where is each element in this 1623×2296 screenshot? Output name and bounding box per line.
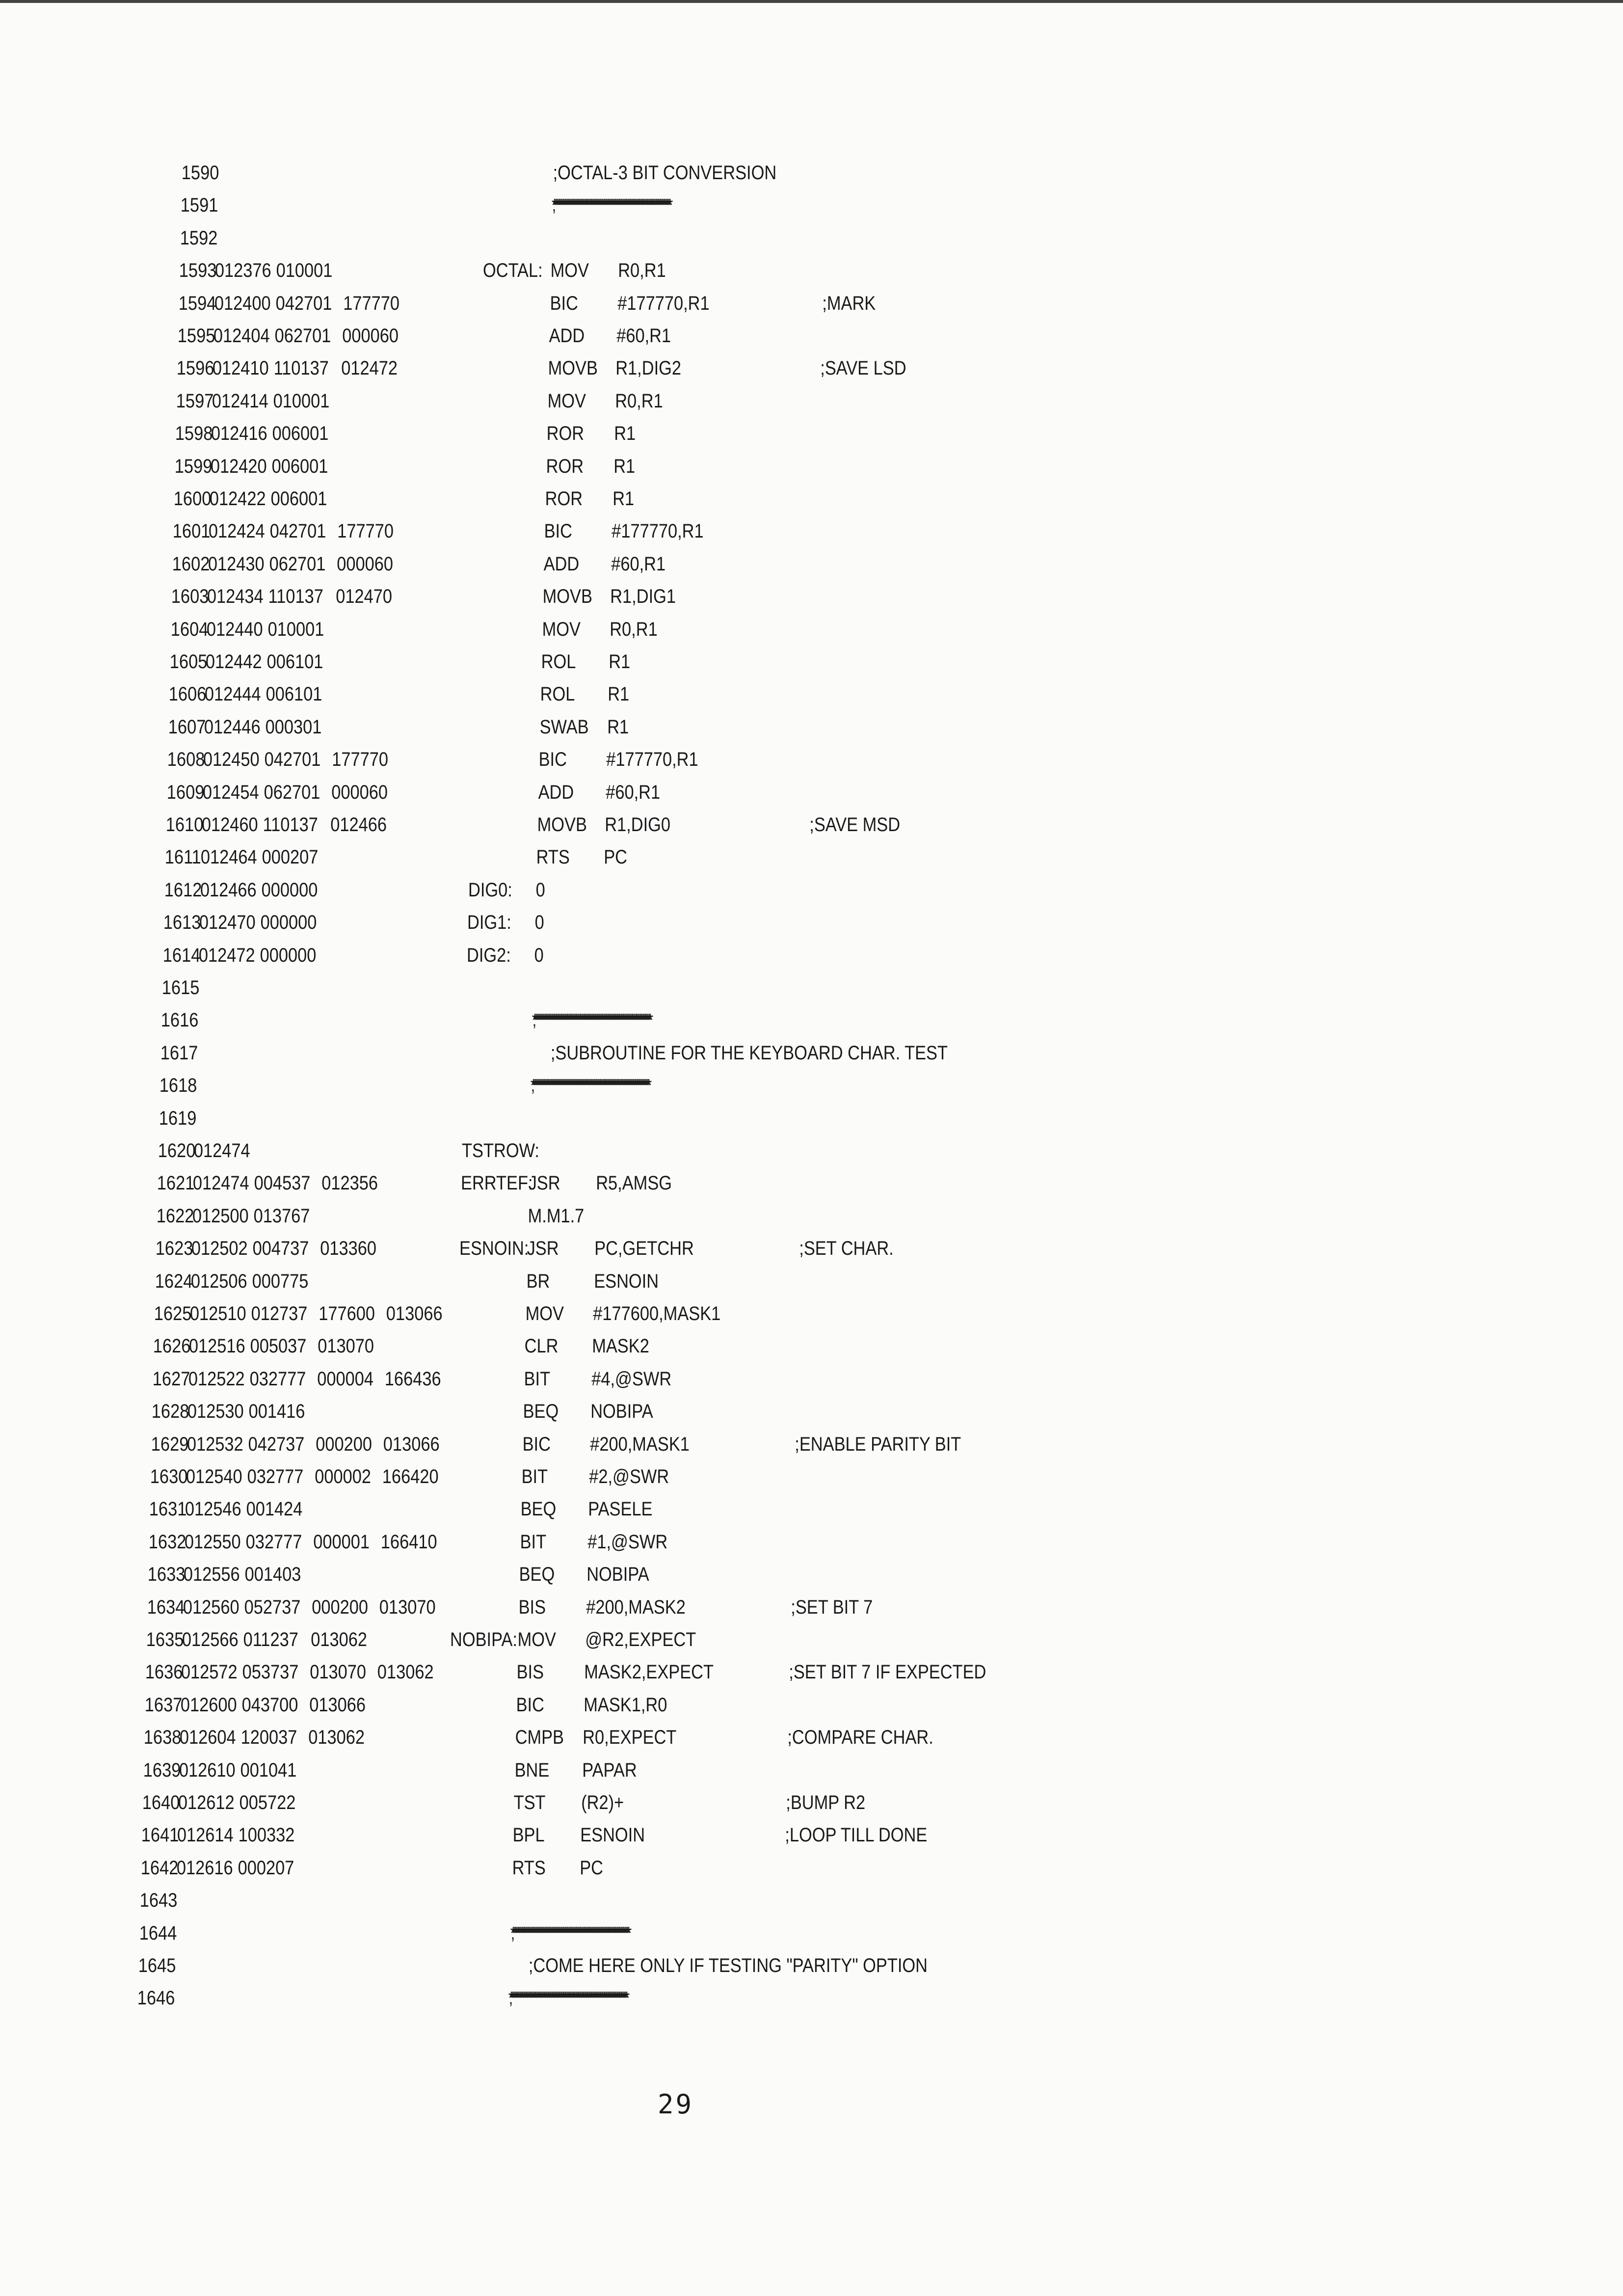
octal-word: 013767: [253, 1205, 310, 1227]
label: ERRTEF:: [461, 1172, 533, 1194]
octal-word: 177770: [343, 292, 399, 314]
line-number: 1617: [160, 1042, 198, 1064]
mnemonic: MOVB: [542, 586, 592, 608]
octal-word: 012472: [341, 357, 398, 379]
label: DIG0:: [468, 879, 512, 901]
line-number: 1620: [158, 1140, 196, 1162]
separator-line: ;********************************************************************************************: [552, 195, 668, 216]
address: 012516: [188, 1335, 245, 1357]
operand: #200,MASK2: [586, 1596, 686, 1618]
operand: R1: [608, 683, 630, 705]
line-number: 1637: [144, 1694, 183, 1716]
octal-word: 000000: [261, 879, 318, 901]
octal-word: 006001: [272, 423, 329, 445]
comment: ;SUBROUTINE FOR THE KEYBOARD CHAR. TEST: [532, 1042, 948, 1064]
operand: (R2)+: [581, 1792, 624, 1813]
octal-word: 000060: [342, 325, 399, 347]
mnemonic: BIC: [522, 1433, 551, 1455]
comment: ;ENABLE PARITY BIT: [795, 1433, 961, 1455]
line-number: 1618: [159, 1075, 197, 1097]
octal-word: 012356: [321, 1172, 378, 1194]
address: 012506: [190, 1270, 247, 1292]
octal-word: 013062: [311, 1629, 367, 1650]
line-number: 1645: [138, 1955, 176, 1976]
octal-word: 110137: [273, 357, 329, 379]
line-number: 1597: [176, 390, 214, 412]
octal-word: 001041: [240, 1759, 297, 1781]
address: 012416: [211, 423, 267, 445]
mnemonic: RTS: [512, 1857, 546, 1879]
address: 012446: [204, 716, 261, 738]
address: 012472: [198, 944, 255, 966]
operand: R1: [613, 455, 636, 477]
address: 012420: [210, 455, 267, 477]
line-number: 1644: [139, 1922, 177, 1944]
operand: R1,DIG0: [605, 814, 671, 836]
address: 012404: [213, 325, 270, 347]
operand: #177770,R1: [612, 520, 704, 542]
octal-word: 012470: [336, 586, 392, 608]
address: 012470: [199, 912, 256, 934]
address: 012612: [178, 1792, 235, 1813]
address: 012540: [186, 1466, 242, 1487]
address: 012502: [191, 1238, 248, 1260]
octal-word: 166436: [384, 1368, 441, 1390]
comment: ;SET BIT 7 IF EXPECTED: [789, 1661, 986, 1683]
address: 012550: [184, 1531, 241, 1553]
line-number: 1610: [165, 814, 204, 836]
octal-word: 005037: [250, 1335, 307, 1357]
line-number: 1594: [178, 292, 216, 314]
line-number: 1599: [174, 455, 213, 477]
line-number: 1639: [143, 1759, 181, 1781]
operand: NOBIPA: [586, 1564, 649, 1586]
octal-word: 013066: [309, 1694, 366, 1716]
line-number: 1641: [141, 1824, 179, 1846]
octal-word: 010001: [267, 618, 324, 640]
octal-word: 004537: [254, 1172, 311, 1194]
mnemonic: MOV: [542, 618, 581, 640]
label: DIG2:: [467, 944, 511, 966]
mnemonic: MOVB: [548, 357, 598, 379]
octal-word: 166410: [380, 1531, 437, 1553]
operand: R1: [612, 488, 635, 510]
octal-word: 001424: [246, 1498, 303, 1520]
operand: PAPAR: [582, 1759, 637, 1781]
octal-word: 000301: [265, 716, 322, 738]
mnemonic: BIC: [538, 749, 567, 771]
address: 012442: [205, 651, 262, 673]
mnemonic: ROL: [540, 683, 575, 705]
address: 012546: [185, 1498, 241, 1520]
octal-word: 110137: [263, 814, 318, 836]
mnemonic: BIT: [524, 1368, 551, 1390]
operand: R0,R1: [610, 618, 658, 640]
mnemonic: MOV: [547, 390, 586, 412]
line-number: 1609: [166, 781, 205, 803]
octal-word: 100332: [238, 1824, 295, 1846]
line-number: 1602: [172, 553, 210, 575]
line-number: 1640: [142, 1792, 180, 1813]
operand: #4,@SWR: [591, 1368, 672, 1390]
mnemonic: BIC: [550, 292, 578, 314]
operand: PC: [604, 846, 627, 868]
octal-word: 177770: [337, 520, 394, 542]
address: 012450: [203, 749, 260, 771]
separator-line: ;********************************************************************************************: [508, 1988, 625, 2008]
octal-word: 011237: [243, 1629, 298, 1650]
separator-line: ;********************************************************************************************: [510, 1922, 627, 1943]
operand: PC,GETCHR: [594, 1238, 694, 1260]
address: 012604: [179, 1727, 236, 1749]
address: 012616: [176, 1857, 233, 1879]
address: 012474: [192, 1172, 249, 1194]
operand: MASK2: [592, 1335, 649, 1357]
mnemonic: BIS: [516, 1661, 544, 1683]
line-number: 1604: [170, 618, 209, 640]
operand: #60,R1: [611, 553, 666, 575]
address: 012410: [212, 357, 269, 379]
operand: R1: [609, 651, 631, 673]
address: 012510: [189, 1303, 246, 1324]
address: 012414: [212, 390, 268, 412]
octal-word: 000775: [252, 1270, 309, 1292]
line-number: 1646: [137, 1987, 175, 2009]
line-number: 1615: [161, 977, 200, 999]
line-number: 1635: [146, 1629, 184, 1650]
octal-word: 013070: [379, 1596, 436, 1618]
line-number: 1624: [155, 1270, 193, 1292]
mnemonic: BEQ: [523, 1401, 559, 1423]
line-number: 1603: [171, 586, 209, 608]
line-number: 1606: [168, 683, 207, 705]
line-number: 1623: [155, 1238, 193, 1260]
operand: ESNOIN: [580, 1824, 645, 1846]
address: 012522: [188, 1368, 245, 1390]
mnemonic: BR: [526, 1270, 550, 1292]
octal-word: 000004: [317, 1368, 373, 1390]
comment: ;MARK: [822, 292, 876, 314]
operand: R1: [614, 423, 636, 445]
mnemonic: MOV: [550, 260, 589, 282]
line-number: 1605: [169, 651, 208, 673]
mnemonic: BIT: [520, 1531, 547, 1553]
operand: R0,R1: [615, 390, 663, 412]
octal-word: 120037: [240, 1727, 297, 1749]
operand: R1,DIG1: [610, 586, 676, 608]
address: 012466: [200, 879, 257, 901]
operand: MASK2,EXPECT: [584, 1661, 714, 1683]
mnemonic: RTS: [536, 846, 570, 868]
comment: ;BUMP R2: [786, 1792, 866, 1813]
operand: #177770,R1: [606, 749, 698, 771]
operand: R5,AMSG: [596, 1172, 672, 1194]
operand: ESNOIN: [594, 1270, 659, 1292]
octal-word: 013070: [310, 1661, 366, 1683]
comment: ;COMPARE CHAR.: [787, 1727, 933, 1749]
operand: #177600,MASK1: [593, 1303, 721, 1324]
line-number: 1598: [175, 423, 213, 445]
octal-word: 052737: [244, 1596, 301, 1618]
label: TSTROW:: [462, 1140, 539, 1162]
scan-edge: [0, 0, 1623, 3]
line-number: 1628: [151, 1401, 189, 1423]
octal-word: 013062: [308, 1727, 365, 1749]
line-number: 1612: [164, 879, 202, 901]
mnemonic: TST: [513, 1792, 546, 1813]
octal-word: 000060: [331, 781, 388, 803]
mnemonic: BIC: [516, 1694, 544, 1716]
comment: ;LOOP TILL DONE: [785, 1824, 928, 1846]
operand: R1,DIG2: [615, 357, 682, 379]
line-number: 1611: [164, 846, 201, 868]
label: NOBIPA:: [450, 1629, 517, 1650]
line-number: 1614: [162, 944, 201, 966]
octal-word: 006101: [266, 683, 322, 705]
line-number: 1632: [148, 1531, 186, 1553]
comment: ;COME HERE ONLY IF TESTING "PARITY" OPTION: [509, 1955, 928, 1976]
address: 012614: [177, 1824, 234, 1846]
mnemonic: MOV: [517, 1629, 556, 1650]
operand: #60,R1: [616, 325, 671, 347]
operand: R1: [607, 716, 629, 738]
octal-word: 000200: [316, 1433, 372, 1455]
line-number: 1626: [153, 1335, 191, 1357]
mnemonic: CLR: [524, 1335, 559, 1357]
line-number: 1590: [181, 162, 219, 184]
mnemonic: BEQ: [520, 1498, 557, 1520]
operand: #1,@SWR: [587, 1531, 668, 1553]
octal-word: 032777: [249, 1368, 306, 1390]
mnemonic: ROR: [546, 455, 584, 477]
address: 012560: [183, 1596, 239, 1618]
line-number: 1631: [149, 1498, 187, 1520]
line-number: 1595: [177, 325, 215, 347]
line-number: 1627: [152, 1368, 190, 1390]
octal-word: 001403: [244, 1564, 301, 1586]
line-number: 1601: [172, 520, 211, 542]
octal-word: 053737: [242, 1661, 299, 1683]
label: ESNOIN:: [459, 1238, 529, 1260]
line-number: 1633: [147, 1564, 186, 1586]
octal-word: 013066: [386, 1303, 443, 1324]
mnemonic: SWAB: [539, 716, 589, 738]
octal-word: 010001: [273, 390, 330, 412]
address: 012460: [201, 814, 258, 836]
operand: #200,MASK1: [590, 1433, 690, 1455]
address: 012556: [183, 1564, 240, 1586]
address: 012572: [181, 1661, 238, 1683]
octal-word: 000060: [337, 553, 393, 575]
octal-word: 000001: [313, 1531, 370, 1553]
mnemonic: JSR: [528, 1172, 560, 1194]
comment: ;OCTAL-3 BIT CONVERSION: [553, 162, 777, 184]
octal-word: 012466: [330, 814, 387, 836]
address: 012530: [187, 1401, 244, 1423]
mnemonic: ROL: [541, 651, 576, 673]
octal-word: 042701: [264, 749, 321, 771]
mnemonic: BIC: [544, 520, 572, 542]
operand: MASK1,R0: [584, 1694, 667, 1716]
mnemonic: ROR: [546, 423, 585, 445]
line-number: 1638: [143, 1727, 182, 1749]
operand: #60,R1: [606, 781, 661, 803]
line-number: 1613: [163, 912, 201, 934]
octal-word: 012737: [251, 1303, 308, 1324]
octal-word: 062701: [274, 325, 331, 347]
octal-word: 005722: [239, 1792, 296, 1813]
mnemonic: ADD: [549, 325, 585, 347]
octal-word: 004737: [252, 1238, 309, 1260]
mnemonic: JSR: [527, 1238, 559, 1260]
address: 012500: [192, 1205, 249, 1227]
mnemonic: BPL: [512, 1824, 545, 1846]
address: 012600: [180, 1694, 237, 1716]
separator-line: ;********************************************************************************************: [532, 1010, 649, 1030]
operand: PASELE: [588, 1498, 653, 1520]
octal-word: 000200: [312, 1596, 368, 1618]
mnemonic: MOV: [525, 1303, 564, 1324]
line-number: 1629: [151, 1433, 189, 1455]
address: 012454: [202, 781, 259, 803]
octal-word: 043700: [241, 1694, 298, 1716]
octal-word: 006101: [266, 651, 323, 673]
octal-word: 000000: [260, 944, 317, 966]
separator-line: ;********************************************************************************************: [531, 1075, 647, 1096]
octal-word: 013062: [377, 1661, 434, 1683]
octal-word: 000207: [238, 1857, 294, 1879]
address: 012444: [204, 683, 261, 705]
address: 012610: [179, 1759, 236, 1781]
operand: R0,EXPECT: [583, 1727, 677, 1749]
octal-word: 010001: [276, 260, 333, 282]
octal-word: 013070: [318, 1335, 374, 1357]
mnemonic: BNE: [514, 1759, 550, 1781]
octal-word: 006001: [271, 455, 328, 477]
line-number: 1593: [179, 260, 217, 282]
line-number: 1608: [167, 749, 205, 771]
octal-word: 000000: [260, 912, 317, 934]
octal-word: 013066: [383, 1433, 440, 1455]
octal-word: 042701: [269, 520, 326, 542]
comment: ;SET CHAR.: [799, 1238, 894, 1260]
octal-word: 062701: [269, 553, 326, 575]
octal-word: 042701: [275, 292, 332, 314]
mnemonic: 0: [534, 944, 544, 966]
address: 012422: [209, 488, 266, 510]
address: 012474: [193, 1140, 250, 1162]
operand: NOBIPA: [590, 1401, 653, 1423]
octal-word: 000002: [315, 1466, 371, 1487]
mnemonic: BEQ: [519, 1564, 555, 1586]
octal-word: 110137: [268, 586, 323, 608]
address: 012532: [186, 1433, 243, 1455]
comment: ;SET BIT 7: [791, 1596, 873, 1618]
operand: #177770,R1: [617, 292, 710, 314]
address: 012424: [208, 520, 265, 542]
mnemonic: ADD: [543, 553, 580, 575]
mnemonic: ADD: [538, 781, 574, 803]
octal-word: 177770: [332, 749, 388, 771]
operand: #2,@SWR: [589, 1466, 669, 1487]
line-number: 1625: [154, 1303, 192, 1324]
line-number: 1642: [140, 1857, 179, 1879]
octal-word: 042737: [248, 1433, 305, 1455]
label: DIG1:: [467, 912, 511, 934]
octal-word: 062701: [264, 781, 320, 803]
line-number: 1600: [173, 488, 212, 510]
octal-word: 000207: [262, 846, 319, 868]
octal-word: 166420: [382, 1466, 439, 1487]
operand: R0,R1: [618, 260, 666, 282]
mnemonic: BIS: [518, 1596, 546, 1618]
octal-word: 032777: [245, 1531, 302, 1553]
operand: PC: [580, 1857, 603, 1879]
address: 012430: [208, 553, 265, 575]
comment: ;SAVE MSD: [809, 814, 901, 836]
line-number: 1619: [159, 1107, 197, 1129]
address: 012440: [206, 618, 263, 640]
address: 012376: [214, 260, 271, 282]
address: 012566: [182, 1629, 239, 1650]
octal-word: 032777: [247, 1466, 304, 1487]
line-number: 1622: [156, 1205, 194, 1227]
line-number: 1643: [139, 1890, 178, 1912]
page-number: 29: [658, 2089, 694, 2120]
octal-word: 001416: [248, 1401, 305, 1423]
line-number: 1634: [147, 1596, 185, 1618]
comment: ;SAVE LSD: [820, 357, 906, 379]
line-number: 1616: [160, 1009, 199, 1031]
line-number: 1630: [150, 1466, 188, 1487]
mnemonic: MOVB: [537, 814, 587, 836]
octal-word: 177600: [319, 1303, 375, 1324]
address: 012434: [207, 586, 264, 608]
line-number: 1592: [180, 227, 218, 249]
mnemonic: BIT: [521, 1466, 548, 1487]
octal-word: 006001: [270, 488, 327, 510]
address: 012400: [214, 292, 271, 314]
address: 012464: [200, 846, 257, 868]
mnemonic: 0: [535, 879, 545, 901]
line-number: 1607: [168, 716, 206, 738]
mnemonic: M.M1.7: [528, 1205, 585, 1227]
line-number: 1591: [180, 194, 218, 216]
line-number: 1636: [145, 1661, 183, 1683]
mnemonic: ROR: [545, 488, 583, 510]
mnemonic: CMPB: [515, 1727, 564, 1749]
line-number: 1621: [157, 1172, 195, 1194]
operand: @R2,EXPECT: [585, 1629, 696, 1650]
mnemonic: 0: [534, 912, 544, 934]
line-number: 1596: [176, 357, 214, 379]
label: OCTAL:: [483, 260, 543, 282]
octal-word: 013360: [320, 1238, 376, 1260]
